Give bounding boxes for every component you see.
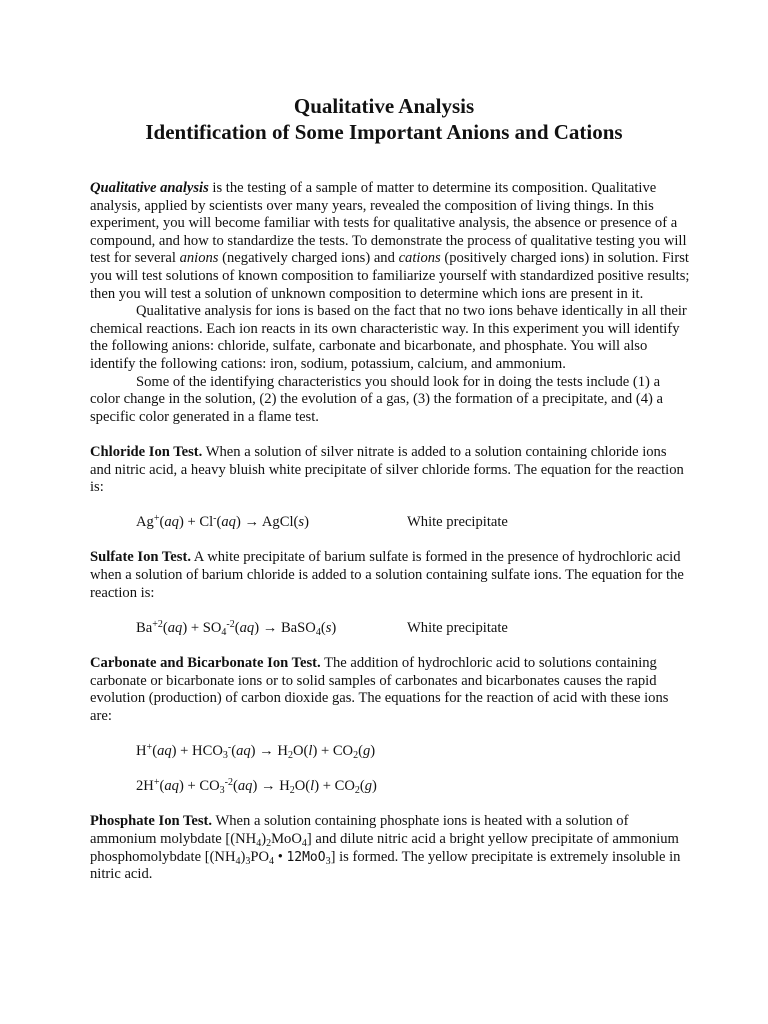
chloride-section: Chloride Ion Test. When a solution of silver nitrate is added to a solution containing chloride ions and nitric acid, a heavy bluish white precipitate of silver chloride forms. The equation for the reaction is: xyxy=(90,443,684,496)
title-line-2: Identification of Some Important Anions and Cations xyxy=(145,120,623,144)
phosphate-heading: Phosphate Ion Test. xyxy=(90,813,213,830)
sulfate-heading: Sulfate Ion Test. xyxy=(90,549,191,566)
intro-paragraph: Qualitative analysis is the testing of a sample of matter to determine its composition. Qualitative analysis, applied by scientists over many years, revealed the composition of living things. In this experiment, you will become familiar with tests for qualitative analysis, the absence or presence of a compound, and how to standardize the tests. To demonstrate the process of qualitative testing you will test for several anions (negatively charged ions) and cations (positively charged ions) in solution. First you will test solutions of known composition to familiarize yourself with standardized positive results; then you will test a solution of unknown composition to determine which ions are present in it. xyxy=(90,180,690,302)
title-line-1: Qualitative Analysis xyxy=(293,94,475,118)
chloride-heading: Chloride Ion Test. xyxy=(90,443,203,460)
carbonate-equation: $2H^+(aq) + CO_3^{-2}(aq) \to H_2O(l) + CO_2(g)$ xyxy=(136,777,377,797)
intro-paragraph-2: Qualitative analysis for ions is based on the fact that no two ions behave identically in all their chemical reactions. Each ion reacts in its own characteristic way. In this experiment you will identify the following anions: chloride, sulfate, carbonate and bicarbonate, and phosphate. You will also identify the following cations: iron, sodium, potassium, calcium, and ammonium. xyxy=(90,303,687,372)
intro-paragraph-3: Some of the identifying characteristics you should look for in doing the tests include (1) a color change in the solution, (2) the evolution of a gas, (3) the formation of a precipitate, and (4) a specific color generated in a flame test. xyxy=(90,373,664,425)
document-body xyxy=(90,180,690,884)
sulfate-equation: $Ba^{+2}(aq) + SO_4^{-2}(aq)$ → BaSO$_4$(s) White precipitate xyxy=(136,618,508,638)
sulfate-result: White precipitate xyxy=(407,619,508,636)
bicarbonate-equation: $H^+(aq) + HCO_3^-(aq) \to H_2O(l) + CO_2(g)$ xyxy=(136,742,376,761)
carbonate-heading: Carbonate and Bicarbonate Ion Test. xyxy=(90,655,321,672)
chloride-result: White precipitate xyxy=(407,514,508,531)
intro-term: Qualitative analysis xyxy=(90,180,209,196)
chloride-equation: Ag+(aq) + Cl-(aq) → AgCl(s) White precipitate xyxy=(136,513,508,531)
document-title xyxy=(0,93,768,145)
carbonate-section: Carbonate and Bicarbonate Ion Test. The addition of hydrochloric acid to solutions containing carbonate or bicarbonate ions or to solid samples of carbonates and bicarbonates causes the rapid evolution (production) of carbon dioxide gas. The equations for the reaction of acid with these ions are: xyxy=(90,655,669,724)
sulfate-section: Sulfate Ion Test. A white precipitate of barium sulfate is formed in the presence of hydrochloric acid when a solution of barium chloride is added to a solution containing sulfate ions. The equation for the reaction is: xyxy=(90,549,684,601)
phosphate-section: Phosphate Ion Test. When a solution containing phosphate ions is heated with a solution of ammonium molybdate $[(NH_4)_2MoO_4]$ and dilute nitric acid a bright yellow precipitate of ammonium phosphomolybdate [$(NH_4)_3PO_4$ • 12MoO$_3$] is formed. The yellow precipitate is extremely insoluble in nitric acid. xyxy=(90,813,681,883)
